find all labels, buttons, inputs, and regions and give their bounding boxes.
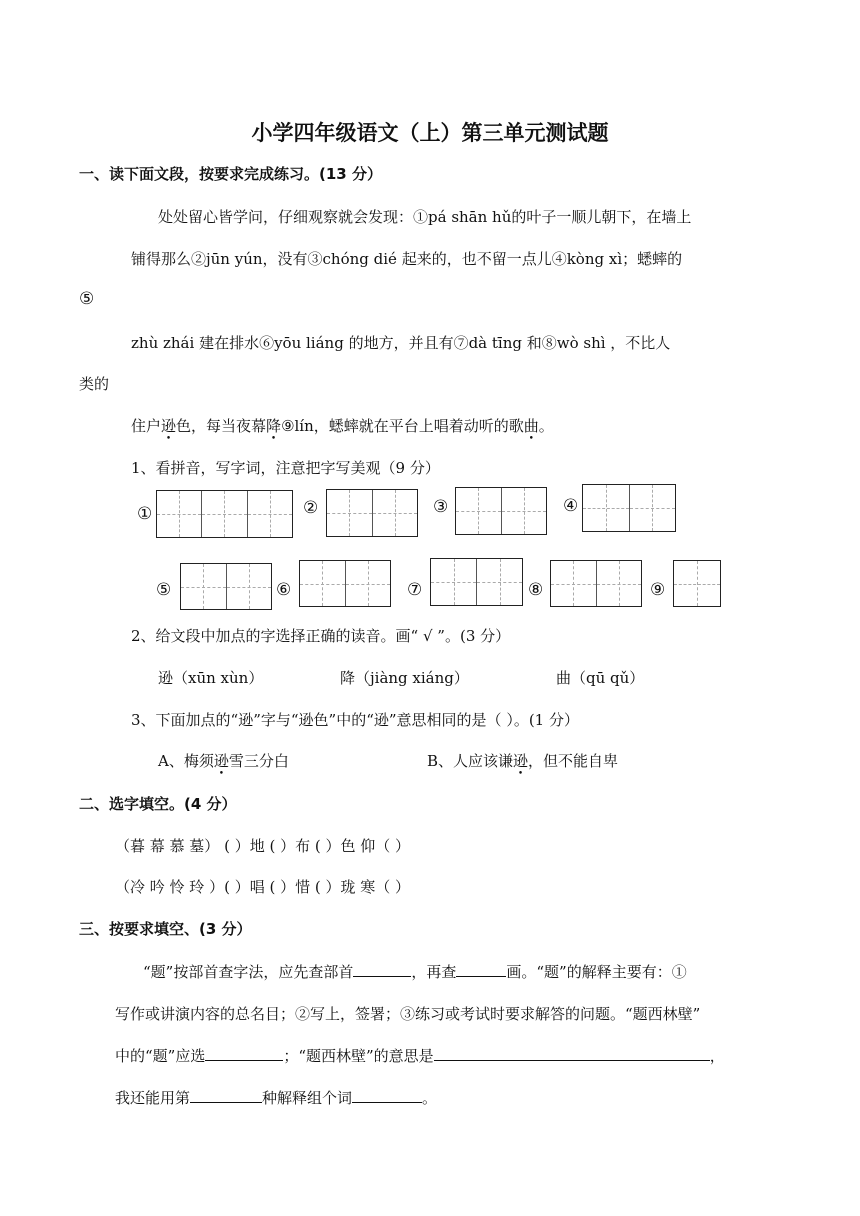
- writing-grid-7[interactable]: [430, 558, 523, 606]
- question-3: 3、下面加点的“逊”字与“逊色”中的“逊”意思相同的是（ ）。(1 分）: [131, 711, 579, 729]
- text-segment: 住户: [131, 417, 162, 435]
- fill-line-4: [115, 1087, 437, 1108]
- pinyin-choice-jiang[interactable]: 降（jiàng xiáng）: [340, 669, 469, 687]
- grid-number-6: ⑥: [276, 580, 292, 600]
- text-segment: 中的“题”应选: [115, 1047, 206, 1065]
- writing-grid-9[interactable]: [673, 560, 721, 607]
- page-title: 小学四年级语文（上）第三单元测试题: [251, 121, 609, 145]
- answer-blank[interactable]: [434, 1046, 710, 1061]
- answer-blank[interactable]: [205, 1046, 283, 1061]
- grid-number-8: ⑧: [528, 580, 544, 600]
- text-segment: 。: [538, 417, 554, 435]
- text-segment: ⑨lín，蟋蟀就在平台上唱着动听的歌: [281, 417, 524, 435]
- dotted-char-xun: 逊: [513, 752, 529, 770]
- dotted-char-jiang: 降: [266, 417, 282, 435]
- answer-blank[interactable]: [353, 962, 411, 977]
- text-segment: “题”按部首查字法，应先查部首: [143, 963, 354, 981]
- text-segment: 种解释组个词: [262, 1089, 353, 1107]
- grid-number-4: ④: [563, 496, 579, 516]
- section-1-heading: 一、读下面文段，按要求完成练习。(13 分）: [79, 165, 382, 183]
- writing-grid-4[interactable]: [582, 484, 676, 532]
- grid-number-5: ⑤: [156, 580, 172, 600]
- answer-blank[interactable]: [190, 1088, 262, 1103]
- passage-line-6: [131, 415, 554, 436]
- text-segment: 雪三分白: [228, 752, 289, 770]
- passage-line-3: ⑤: [79, 289, 95, 309]
- grid-number-1: ①: [137, 504, 153, 524]
- answer-blank[interactable]: [456, 962, 506, 977]
- writing-grid-1[interactable]: [156, 490, 293, 538]
- passage-line-2: 铺得那么②jūn yún，没有③chóng dié 起来的，也不留一点儿④kòng xì；蟋蟀的: [131, 250, 683, 268]
- question-2: 2、给文段中加点的字选择正确的读音。画“ √ ”。(3 分）: [131, 627, 511, 645]
- fill-line-1: [143, 961, 687, 982]
- writing-grid-3[interactable]: [455, 487, 547, 535]
- answer-blank[interactable]: [352, 1088, 422, 1103]
- question-1: 1、看拼音，写字词，注意把字写美观（9 分）: [131, 459, 440, 477]
- passage-line-4: zhù zhái 建在排水⑥yōu liáng 的地方，并且有⑦dà tīng 和⑧wò shì ，不比人: [131, 334, 671, 352]
- fill-row-1[interactable]: （暮 幕 慕 墓） ( ）地 ( ）布 ( ）色 仰（ ）: [115, 837, 411, 855]
- fill-line-3: [115, 1045, 725, 1066]
- grid-number-3: ③: [433, 497, 449, 517]
- text-segment: A、梅须: [158, 752, 214, 770]
- writing-grid-8[interactable]: [550, 560, 642, 607]
- passage-line-5: 类的: [79, 375, 110, 393]
- text-segment: ，但不能自卑: [528, 752, 619, 770]
- section-2-heading: 二、选字填空。(4 分）: [79, 795, 237, 813]
- text-segment: 画。“题”的解释主要有：①: [506, 963, 687, 981]
- fill-line-2: 写作或讲演内容的总名目；②写上，签署；③练习或考试时要求解答的问题。“题西林壁”: [115, 1005, 701, 1023]
- option-a[interactable]: [158, 750, 289, 771]
- dotted-char-xun: 逊: [213, 752, 229, 770]
- pinyin-choice-xun[interactable]: 逊（xūn xùn）: [158, 669, 264, 687]
- dotted-char-qu: 曲: [523, 417, 539, 435]
- text-segment: 色，每当夜幕: [176, 417, 267, 435]
- text-segment: 我还能用第: [115, 1089, 191, 1107]
- option-b[interactable]: [427, 750, 618, 771]
- grid-number-7: ⑦: [407, 580, 423, 600]
- text-segment: ；“题西林壁”的意思是: [283, 1047, 434, 1065]
- passage-line-1: 处处留心皆学问，仔细观察就会发现：①pá shān hǔ的叶子一顺儿朝下，在墙上: [158, 208, 692, 226]
- text-segment: B、人应该谦: [427, 752, 514, 770]
- section-3-heading: 三、按要求填空、(3 分）: [79, 920, 252, 938]
- text-segment: ，: [709, 1047, 725, 1065]
- grid-number-2: ②: [303, 498, 319, 518]
- grid-number-9: ⑨: [650, 580, 666, 600]
- writing-grid-2[interactable]: [326, 489, 418, 537]
- text-segment: 。: [422, 1089, 438, 1107]
- fill-row-2[interactable]: （冷 吟 怜 玲 ）( ）唱 ( ）惜 ( ）珑 寒（ ）: [115, 878, 411, 896]
- writing-grid-5[interactable]: [180, 563, 272, 610]
- dotted-char-xun: 逊: [161, 417, 177, 435]
- text-segment: ，再查: [411, 963, 457, 981]
- pinyin-choice-qu[interactable]: 曲（qū qǔ）: [556, 669, 645, 687]
- writing-grid-6[interactable]: [299, 560, 391, 607]
